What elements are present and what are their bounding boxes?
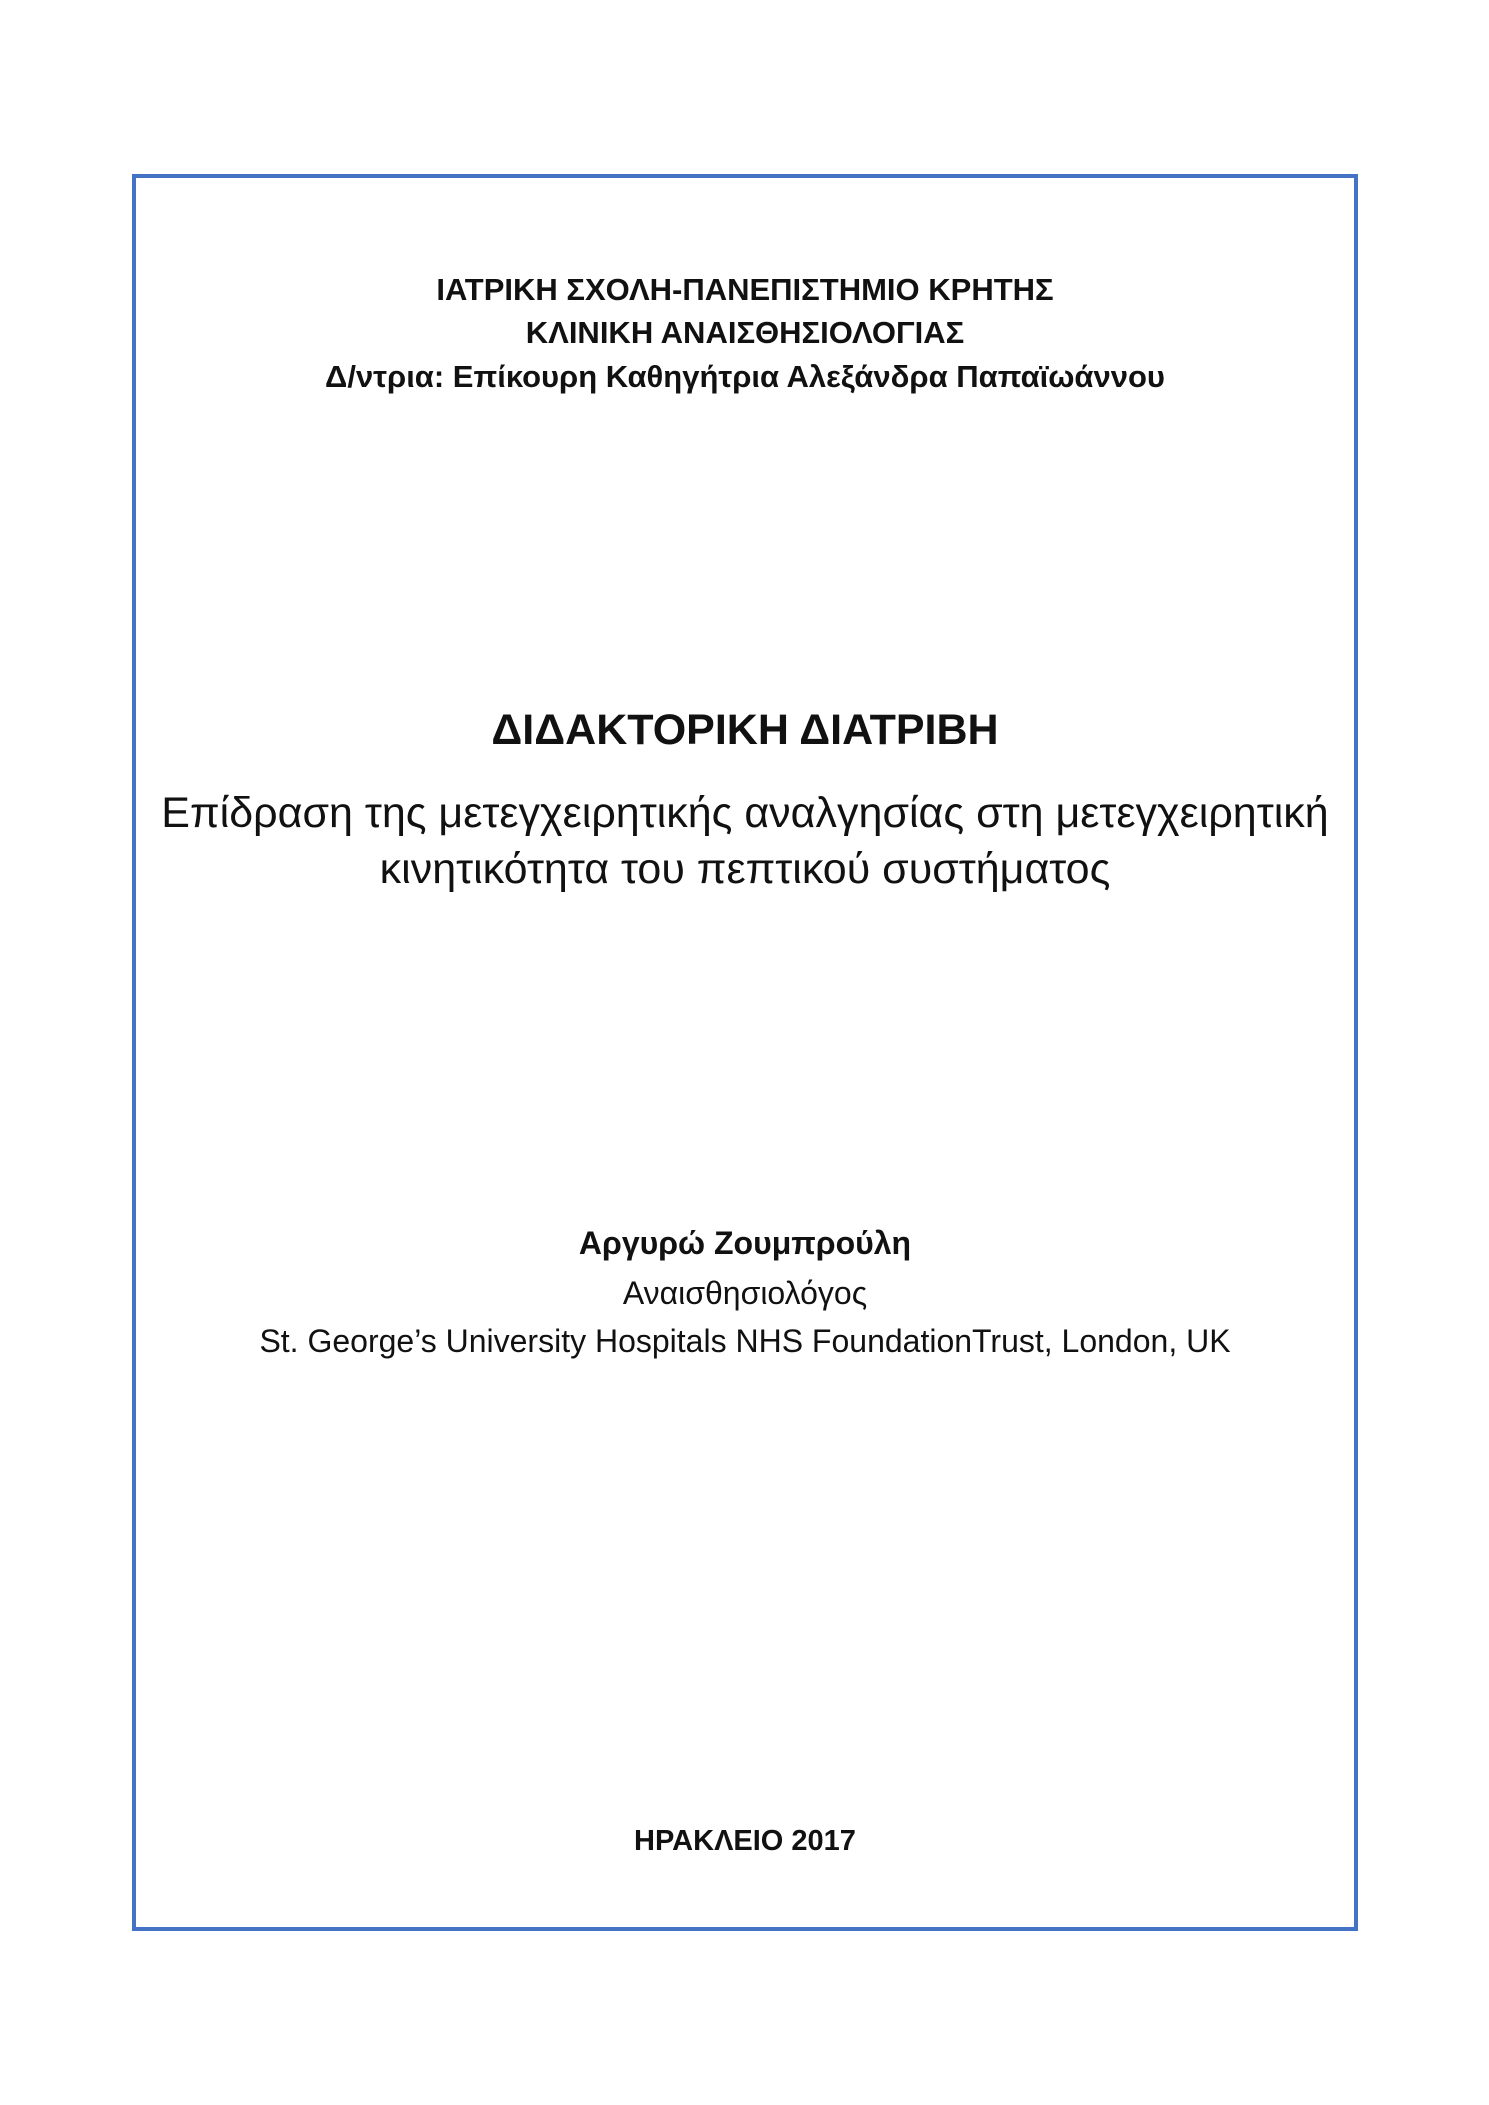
place-year: ΗΡΑΚΛΕΙΟ 2017 <box>634 1825 856 1857</box>
thesis-title-line-2: κινητικότητα του πεπτικού συστήματος <box>379 845 1111 893</box>
header-school: ΙΑΤΡΙΚΗ ΣΧΟΛΗ-ΠΑΝΕΠΙΣΤΗΜΙΟ ΚΡΗΤΗΣ <box>436 272 1054 307</box>
header-clinic: ΚΛΙΝΙΚΗ ΑΝΑΙΣΘΗΣΙΟΛΟΓΙΑΣ <box>525 315 965 350</box>
thesis-type: ΔΙΔΑΚΤΟΡΙΚΗ ΔΙΑΤΡΙΒΗ <box>491 706 999 754</box>
page-frame <box>132 174 1358 1931</box>
thesis-title-line-1: Επίδραση της μετεγχειρητικής αναλγησίας στη μετεγχειρητική <box>161 789 1329 837</box>
author-affiliation: St. George’s University Hospitals NHS FoundationTrust, London, UK <box>259 1323 1231 1359</box>
header-director: Δ/ντρια: Επίκουρη Καθηγήτρια Αλεξάνδρα Παπαϊωάννου <box>325 359 1165 394</box>
author-name: Αργυρώ Ζουμπρούλη <box>578 1225 912 1261</box>
author-role: Αναισθησιολόγος <box>622 1275 868 1311</box>
